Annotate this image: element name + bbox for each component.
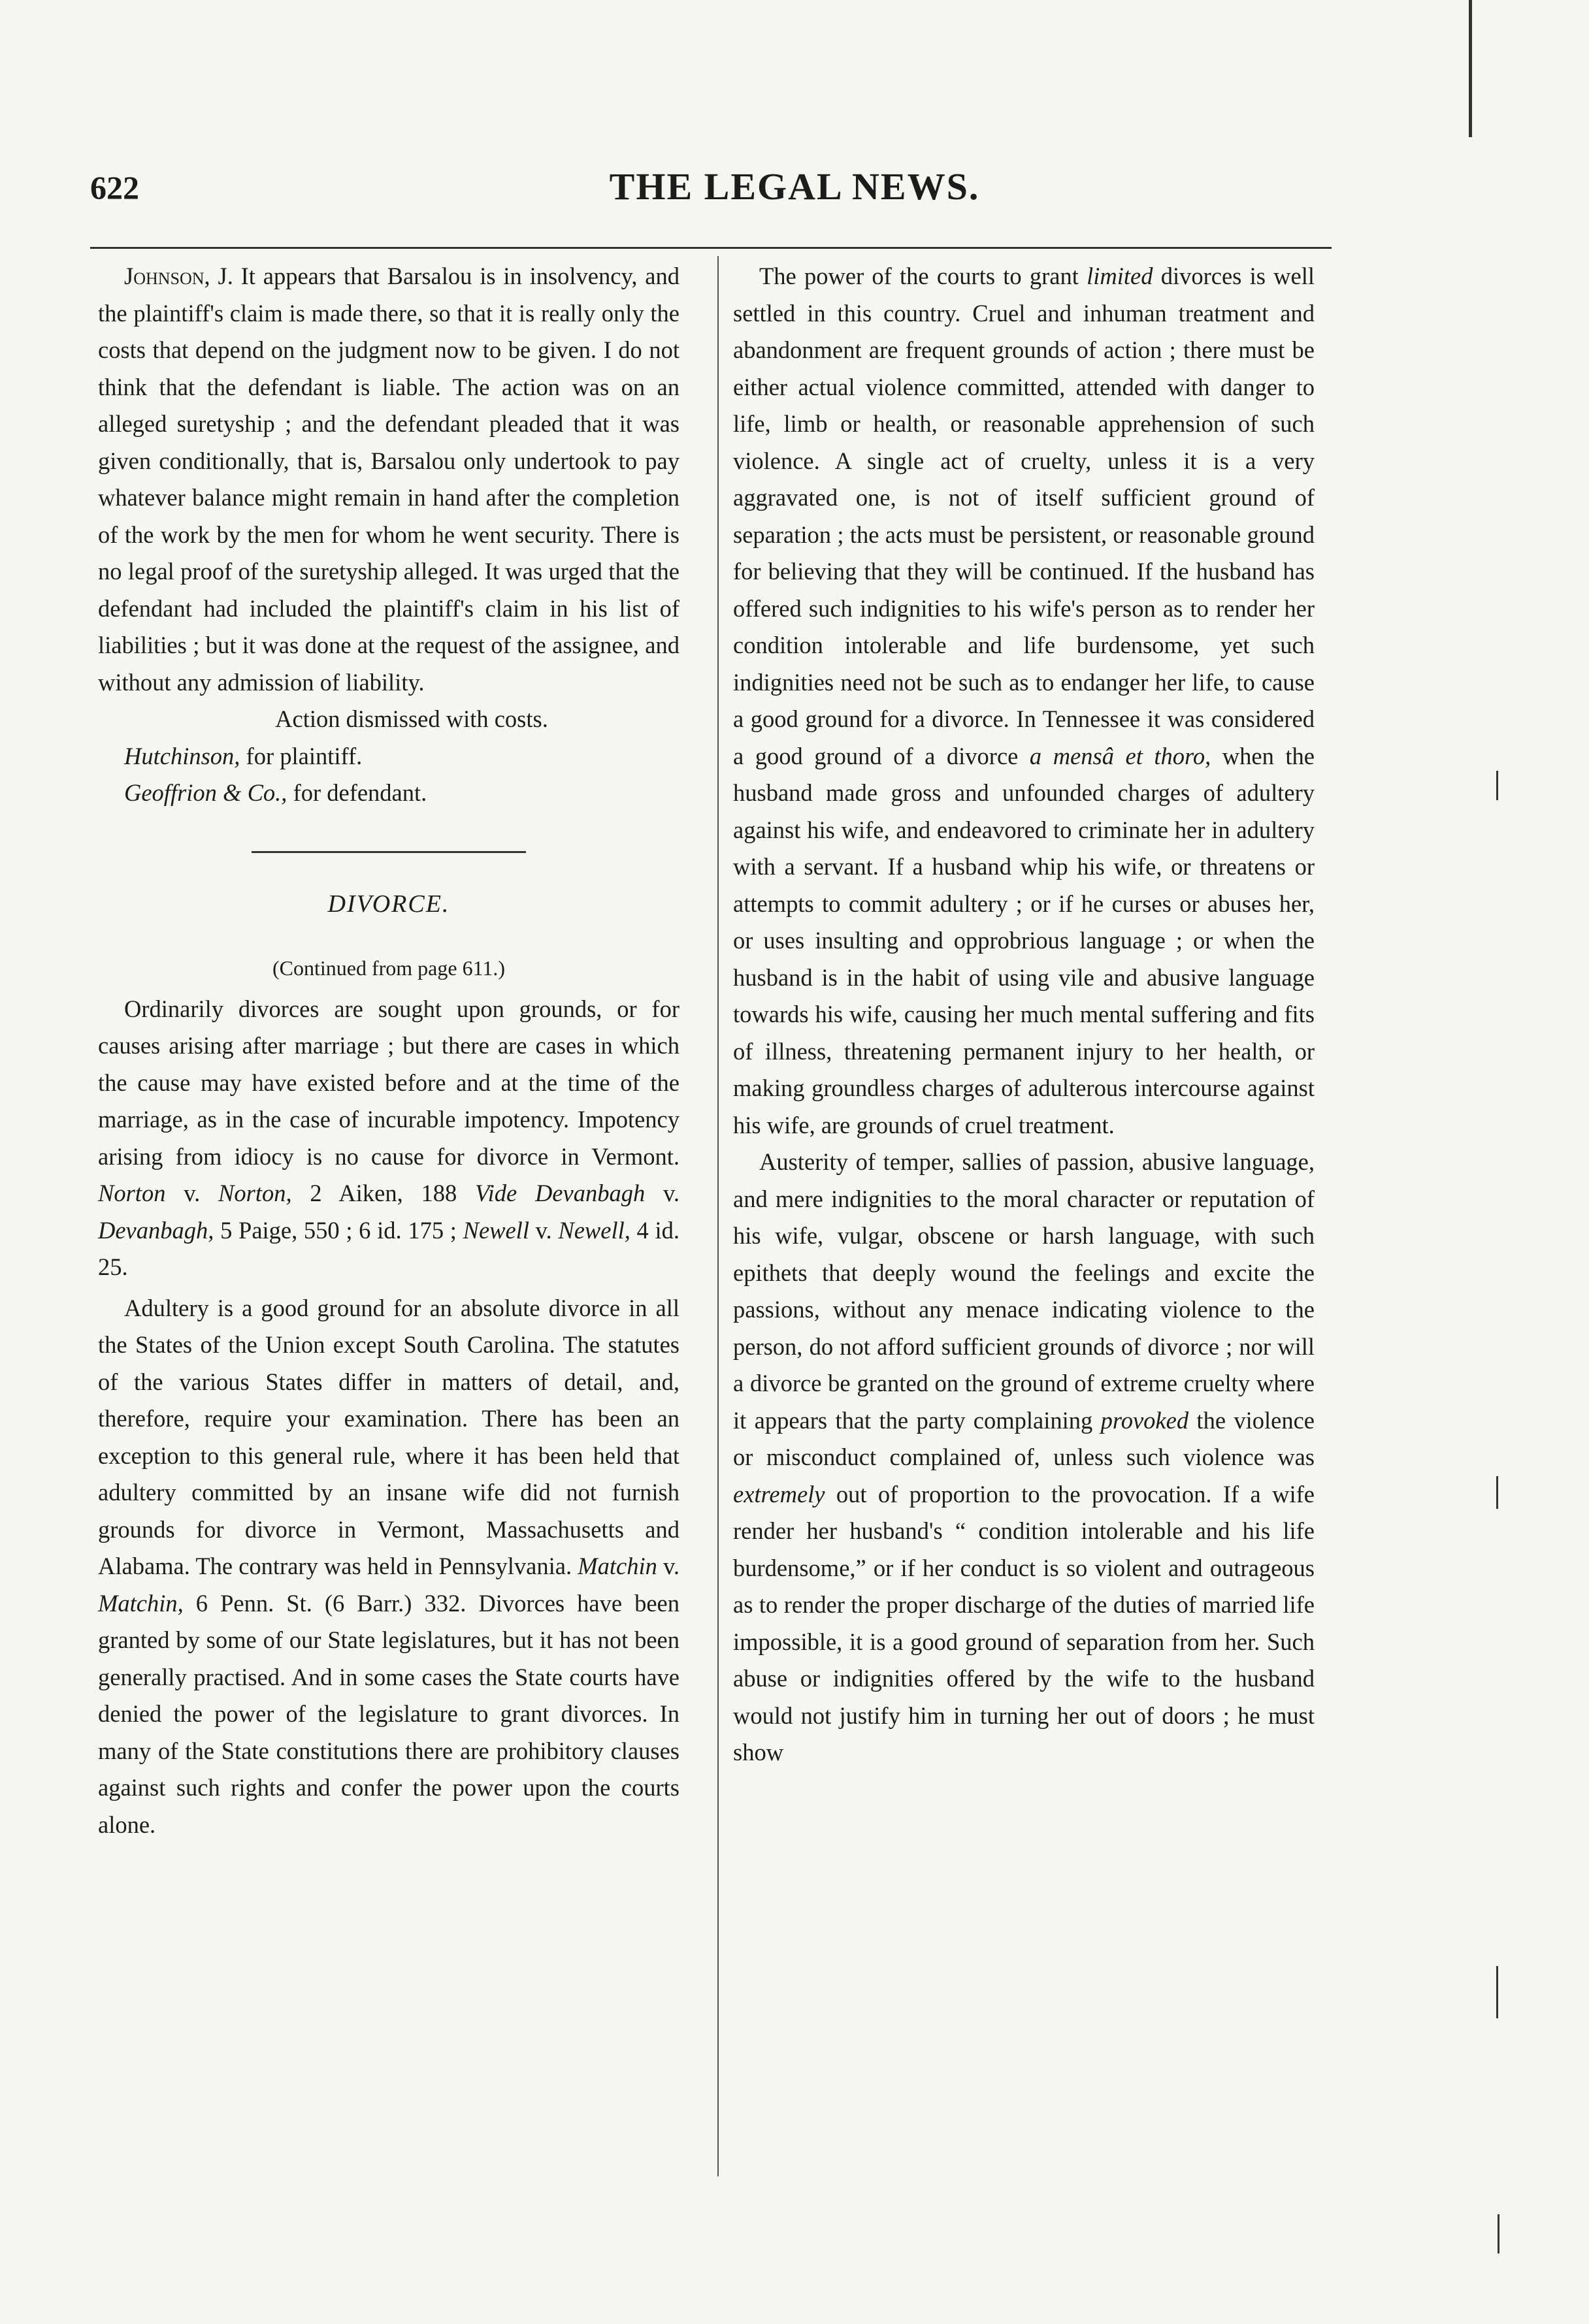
case-name: Newell, [558, 1216, 631, 1244]
emphasis: a mensâ et thoro, [1029, 742, 1211, 769]
section-heading: DIVORCE. [327, 890, 450, 918]
continued-note: (Continued from page 611.) [272, 956, 506, 980]
scan-mark [1469, 0, 1472, 137]
citation: 2 Aiken, 188 [291, 1180, 475, 1206]
case-name: Newell [463, 1216, 529, 1244]
case-name: Devanbagh, [98, 1216, 214, 1244]
column-divider [717, 256, 719, 2176]
case-name: Matchin [578, 1553, 657, 1579]
emphasis: limited [1087, 263, 1153, 289]
running-title: THE LEGAL NEWS. [609, 165, 980, 208]
text-run: Adultery is a good ground for an absolute divorce in all the States of the Union except South Carolina. The statutes of the various States differ in matters of detail, and, therefore, require your examination. There has been an exception to this general rule, where it has been held that adultery committed by an insane wife did not furnish grounds for divorce in Vermont, Massachusetts and Alabama. The contrary was held in Pennsylvania. [98, 1294, 680, 1579]
text-run: v. [529, 1216, 559, 1244]
citation: 4 id. 25. [98, 1216, 680, 1280]
text-run: divorces is well settled in this country. Cruel and inhuman treatment and abandonment are frequent grounds of action ; there must be either actual violence committed, attended with danger to life, limb or health, or reasonable apprehension of such violence. A single act of cruelty, unless it is a very aggravated one, is not of itself sufficient ground of separation ; the acts must be persistent, or reasonable ground for believing that they will be continued. If the husband has offered such indignities to his wife's person as to render her condition intolerable and life burdensome, yet such indignities need not be such as to endanger her life, to cause a good ground for a divorce. In Tennessee it was considered a good ground of a divorce [733, 263, 1315, 769]
counsel-name: Geoffrion & Co., [124, 779, 287, 806]
divorce-paragraph-1 [98, 991, 680, 1286]
right-paragraph-1 [733, 258, 1315, 1144]
counsel-plaintiff [98, 738, 680, 775]
counsel-role: for plaintiff. [240, 742, 363, 769]
right-column [733, 258, 1315, 1771]
header-rule [90, 247, 1332, 249]
counsel-name: Hutchinson, [124, 742, 240, 769]
text-run: Austerity of temper, sallies of passion, abusive language, and mere indignities to the moral character or reputation of his wife, vulgar, obscene or harsh language, with such epithets that deeply wound the feelings and excite the passions, without any menace indicating violence to the person, do not afford sufficient grounds of divorce ; nor will a divorce be granted on the ground of extreme cruelty where it appears that the party complaining [733, 1148, 1315, 1434]
case-name: Vide Devanbagh [475, 1180, 646, 1206]
counsel-role: for defendant. [287, 779, 427, 806]
text-run: The power of the courts to grant [759, 263, 1087, 289]
section-separator [252, 851, 526, 853]
text-run: when the husband made gross and unfounded charges of adultery against his wife, and endeavored to criminate her in adultery with a servant. If a husband whip his wife, or threatens or attempts to commit adultery ; or if he curses or abuses her, or uses insulting and opprobrious language ; or when the husband is in the habit of using vile and abusive language towards his wife, causing her much mental suffering and fits of illness, threatening permanent injury to her health, or making groundless charges of adulterous intercourse against his wife, are grounds of cruel treatment. [733, 742, 1315, 1138]
text-run: the violence or misconduct complained of, unless such violence was [733, 1406, 1315, 1470]
scan-mark [1496, 1966, 1498, 2018]
page-number: 622 [90, 169, 139, 206]
case-name: Norton, [218, 1180, 292, 1206]
scan-mark [1496, 771, 1498, 800]
result-line: Action dismissed with costs. [275, 705, 548, 732]
scan-mark [1498, 2214, 1499, 2253]
opinion-text: It appears that Barsalou is in insolvency, and the plaintiff's claim is made there, so that it is really only the costs that depend on the judgment now to be given. I do not think that the defendant is liable. The action was on an alleged suretyship ; and the defendant pleaded that it was given conditionally, that is, Barsalou only undertook to pay whatever balance might remain in hand after the completion of the work by the men for whom he went security. There is no legal proof of the suretyship alleged. It was urged that the defendant had included the plaintiff's claim in his list of liabilities ; but it was done at the request of the assignee, and without any admission of liability. [98, 263, 680, 696]
emphasis: provoked [1100, 1406, 1189, 1434]
text-run: v. [165, 1180, 219, 1206]
left-column [98, 258, 680, 1843]
scan-mark [1496, 1476, 1498, 1509]
case-name: Norton [98, 1180, 166, 1206]
opinion-paragraph [98, 258, 680, 701]
right-paragraph-2 [733, 1144, 1315, 1771]
text-run: v. [657, 1553, 680, 1579]
text-run: 6 Penn. St. (6 Barr.) 332. Divorces have been granted by some of our State legislatures, but it has not been generally practised. And in some cases the State courts have denied the power of the legislature to grant divorces. In many of the State constitutions there are prohibitory clauses against such rights and confer the power upon the courts alone. [98, 1589, 680, 1838]
counsel-defendant [98, 775, 680, 812]
text-run: Ordinarily divorces are sought upon grounds, or for causes arising after marriage ; but there are cases in which the cause may have existed before and at the time of the marriage, as in the case of incurable impotency. Impotency arising from idiocy is no cause for divorce in Vermont. [98, 995, 680, 1170]
emphasis: extremely [733, 1480, 825, 1508]
judge-name: Johnson, J. [124, 263, 233, 289]
case-name: Matchin, [98, 1589, 184, 1617]
citation: 5 Paige, 550 ; 6 id. 175 ; [214, 1216, 463, 1244]
divorce-paragraph-2 [98, 1290, 680, 1844]
text-run: out of proportion to the provocation. If a wife render her husband's “ condition intolerable and his life burdensome,” or if her conduct is so violent and outrageous as to render the proper discharge of the duties of married life impossible, it is a good ground of separation from her. Such abuse or indignities offered by the wife to the husband would not justify him in turning her out of doors ; he must show [733, 1480, 1315, 1766]
text-run: v. [645, 1180, 680, 1206]
